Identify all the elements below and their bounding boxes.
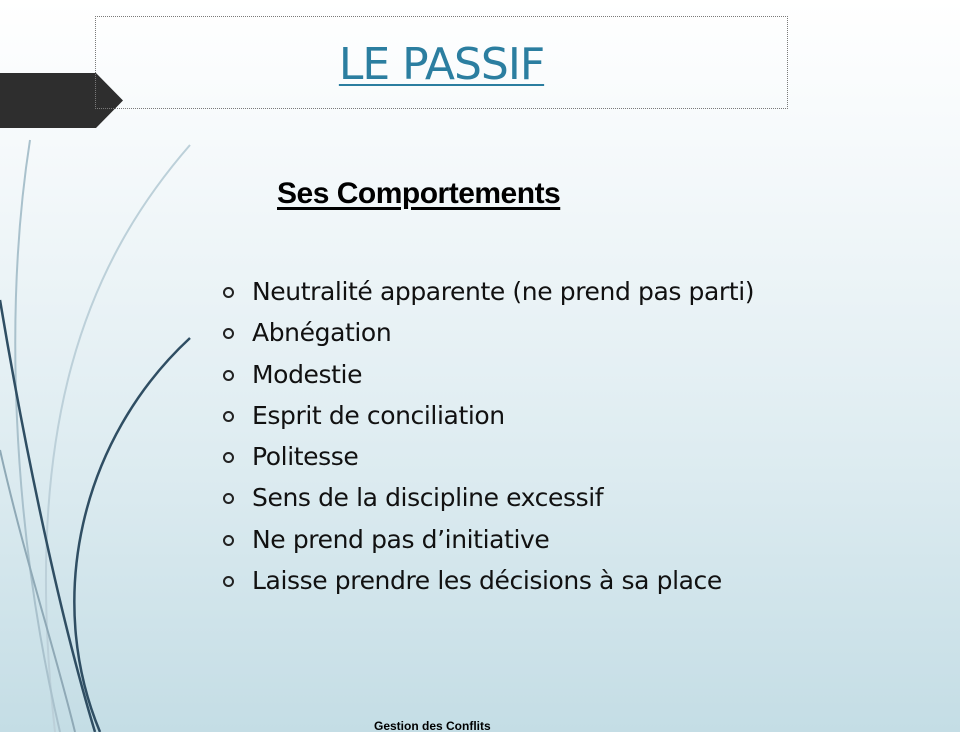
curve-light-1 [46,145,190,732]
list-item [222,562,754,603]
list-item-text: Ne prend pas d’initiative [252,524,550,554]
curve-light-3 [0,450,75,732]
bullet-icon [223,411,234,422]
bullet-icon [223,287,234,298]
bullet-list [222,273,754,603]
curve-dark-1 [74,338,190,732]
bullet-icon [223,576,234,587]
bullet-icon [223,535,234,546]
slide-footer: Gestion des Conflits [374,719,491,733]
slide-subtitle: Ses Comportements [277,177,561,210]
list-item-text: Modestie [252,359,363,389]
title-box [95,16,788,109]
list-item-text: Laisse prendre les décisions à sa place [252,566,722,596]
bullet-icon [223,493,234,504]
bullet-icon [223,452,234,463]
list-item [222,356,754,397]
list-item [222,397,754,438]
list-item-text: Abnégation [252,318,392,348]
list-item-text: Politesse [252,442,359,472]
list-item [222,479,754,520]
list-item [222,521,754,562]
list-item [222,273,754,314]
bullet-icon [223,328,234,339]
bullet-icon [223,370,234,381]
list-item-text: Neutralité apparente (ne prend pas parti) [252,277,755,306]
list-item-text: Sens de la discipline excessif [252,483,604,513]
list-item [222,314,754,355]
list-item-text: Esprit de conciliation [252,400,505,430]
list-item [222,438,754,479]
curve-light-2 [15,140,60,732]
slide-title: LE PASSIF [338,39,545,90]
